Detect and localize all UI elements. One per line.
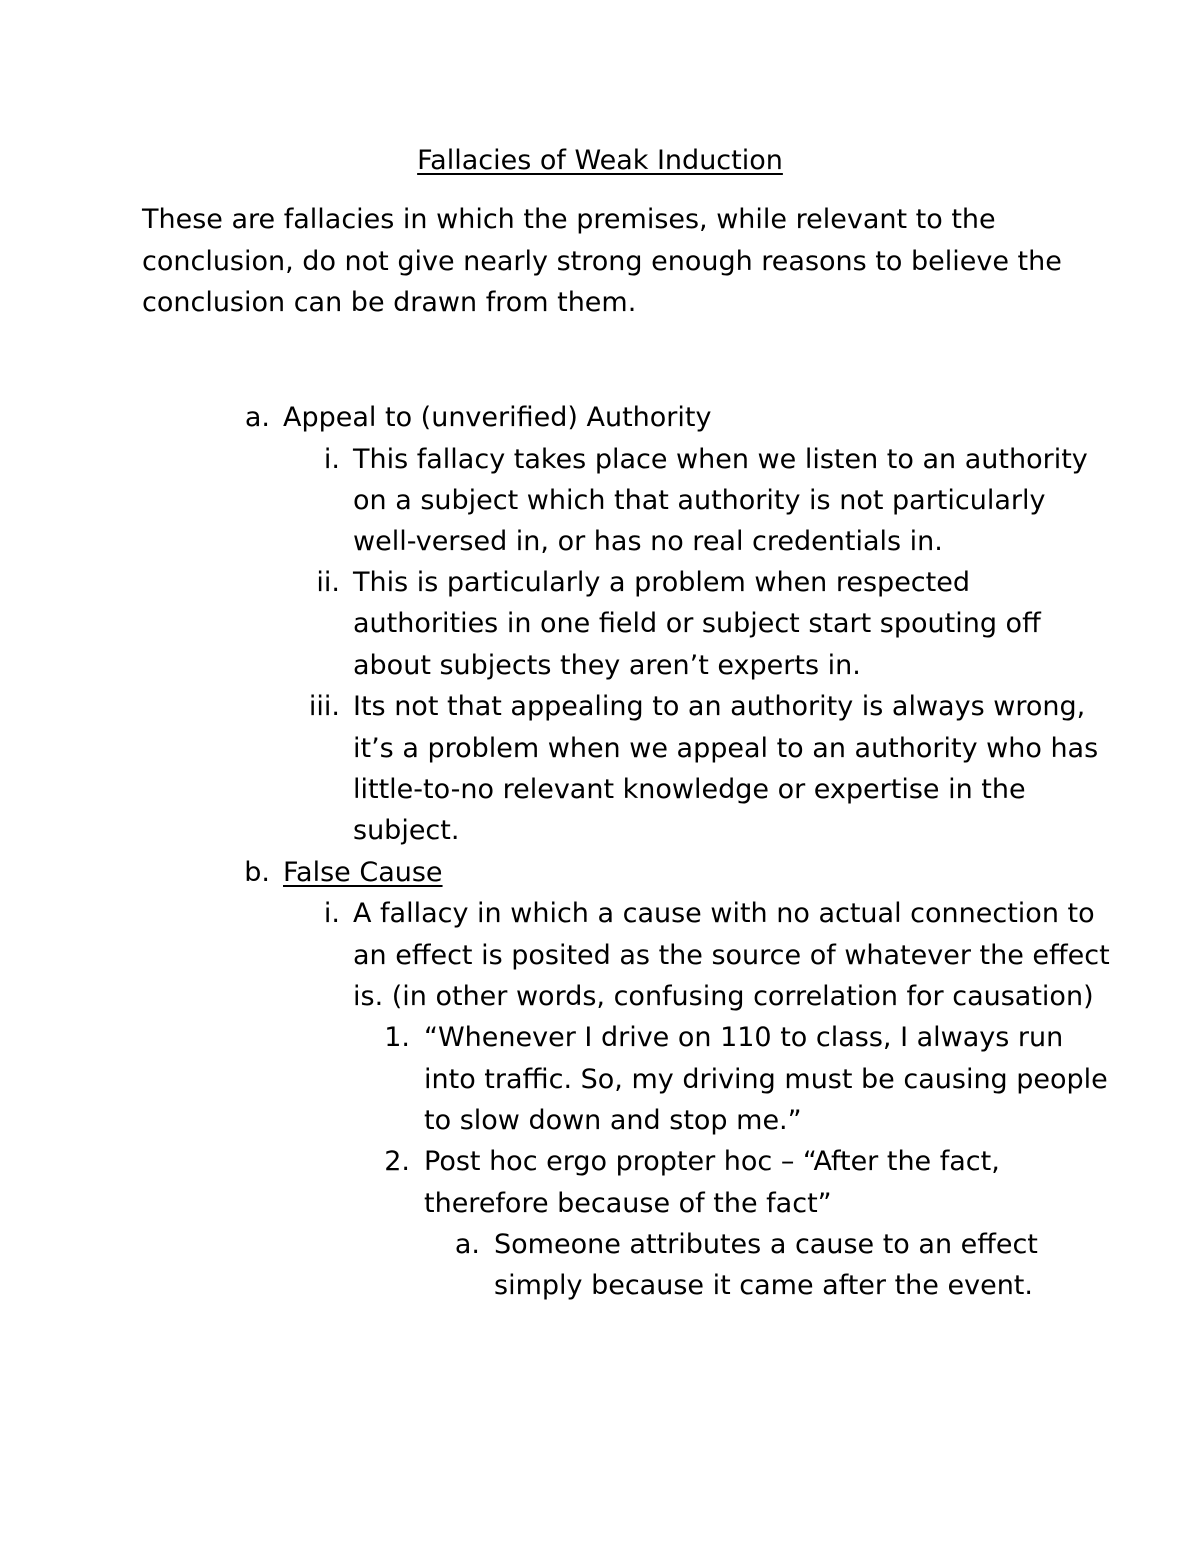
- item-line: is. (in other words, confusing correlation for causation): [353, 981, 1094, 1012]
- item-line: Its not that appealing to an authority is always wrong,: [353, 691, 1086, 722]
- example-line: to slow down and stop me.”: [424, 1105, 802, 1136]
- item-marker: i.: [323, 898, 340, 929]
- section-marker: a.: [244, 402, 270, 433]
- item-line: on a subject which that authority is not particularly: [353, 485, 1046, 516]
- section-heading-appeal-to-authority: Appeal to (unverified) Authority: [283, 402, 712, 433]
- item-marker: ii.: [316, 567, 340, 598]
- item-line: well-versed in, or has no real credentials in.: [353, 526, 943, 557]
- sub-example-line: simply because it came after the event.: [494, 1270, 1033, 1301]
- intro-line: These are fallacies in which the premises, while relevant to the: [142, 204, 996, 235]
- section-marker: b.: [244, 857, 270, 888]
- item-line: This is particularly a problem when respected: [353, 567, 970, 598]
- item-line: subject.: [353, 815, 460, 846]
- example-line: into traffic. So, my driving must be causing people: [424, 1064, 1108, 1095]
- section-heading-false-cause: False Cause: [283, 857, 443, 888]
- item-line: it’s a problem when we appeal to an authority who has: [353, 733, 1099, 764]
- item-line: authorities in one field or subject start spouting off: [353, 608, 1041, 639]
- intro-line: conclusion, do not give nearly strong enough reasons to believe the: [142, 246, 1062, 277]
- example-line: “Whenever I drive on 110 to class, I always run: [424, 1022, 1064, 1053]
- intro-line: conclusion can be drawn from them.: [142, 287, 637, 318]
- item-line: an effect is posited as the source of whatever the effect: [353, 940, 1110, 971]
- sub-example-line: Someone attributes a cause to an effect: [494, 1229, 1038, 1260]
- item-line: about subjects they aren’t experts in.: [353, 650, 861, 681]
- page-title: Fallacies of Weak Induction: [417, 145, 783, 176]
- example-marker: 1.: [384, 1022, 410, 1053]
- example-marker: 2.: [384, 1146, 410, 1177]
- item-marker: i.: [323, 444, 340, 475]
- item-line: little-to-no relevant knowledge or expertise in the: [353, 774, 1026, 805]
- item-marker: iii.: [308, 691, 340, 722]
- item-line: This fallacy takes place when we listen to an authority: [353, 444, 1088, 475]
- example-line: therefore because of the fact”: [424, 1188, 832, 1219]
- example-line: Post hoc ergo propter hoc – “After the fact,: [424, 1146, 1000, 1177]
- item-line: A fallacy in which a cause with no actual connection to: [353, 898, 1095, 929]
- sub-example-marker: a.: [454, 1229, 480, 1260]
